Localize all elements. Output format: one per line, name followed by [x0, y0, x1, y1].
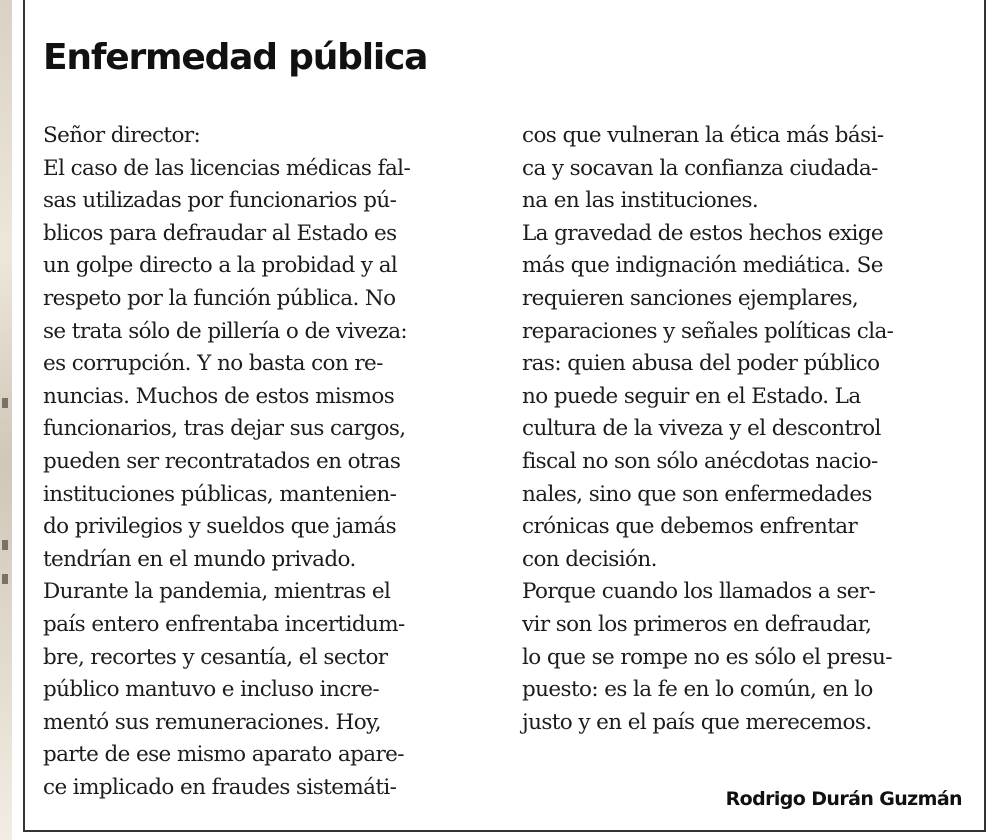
text-line: blicos para defraudar al Estado es — [43, 220, 397, 246]
strip-mark — [2, 540, 8, 550]
letter-body-column-right — [522, 120, 962, 739]
text-line: no puede seguir en el Estado. La — [522, 383, 861, 409]
text-line: nuncias. Muchos de estos mismos — [43, 383, 395, 409]
text-line: tendrían en el mundo privado. — [43, 546, 356, 572]
text-line: do privilegios y sueldos que jamás — [43, 514, 397, 540]
text-line: Durante la pandemia, mientras el — [43, 579, 391, 605]
text-line: Señor director: — [43, 123, 201, 148]
text-line: La gravedad de estos hechos exige — [522, 220, 884, 246]
strip-mark — [2, 398, 8, 408]
text-line: con decisión. — [522, 546, 657, 572]
text-line: se trata sólo de pillería o de viveza: — [43, 318, 408, 344]
strip-mark — [2, 574, 8, 584]
text-line: nales, sino que son enfermedades — [522, 481, 872, 507]
text-line: más que indignación mediática. Se — [522, 253, 883, 279]
text-line: sas utilizadas por funcionarios pú- — [43, 188, 397, 214]
text-line: es corrupción. Y no basta con re- — [43, 351, 383, 377]
text-line: fiscal no son sólo anécdotas nacio- — [522, 448, 878, 474]
text-line: requieren sanciones ejemplares, — [522, 285, 859, 311]
text-line: vir son los primeros en defraudar, — [522, 611, 872, 637]
text-line: mentó sus remuneraciones. Hoy, — [43, 709, 381, 735]
text-line: ce implicado en fraudes sistemáti- — [43, 774, 397, 800]
letter-body-column-left — [43, 120, 483, 804]
text-line: cultura de la viveza y el descontrol — [522, 416, 881, 442]
letter-signature: Rodrigo Durán Guzmán — [725, 788, 962, 810]
text-line: instituciones públicas, mantenien- — [43, 481, 397, 507]
text-line: crónicas que debemos enfrentar — [522, 514, 858, 540]
text-line: Porque cuando los llamados a ser- — [522, 579, 876, 605]
text-line: reparaciones y señales políticas cla- — [522, 318, 894, 344]
text-line: pueden ser recontratados en otras — [43, 448, 401, 474]
text-line: país entero enfrentaba incertidum- — [43, 611, 405, 637]
text-line: justo y en el país que merecemos. — [522, 709, 872, 735]
text-line: ras: quien abusa del poder público — [522, 351, 880, 377]
text-line: El caso de las licencias médicas fal- — [43, 155, 411, 181]
letter-headline: Enfermedad pública — [43, 37, 428, 78]
text-line: respeto por la función pública. No — [43, 285, 396, 311]
text-line: bre, recortes y cesantía, el sector — [43, 644, 388, 670]
text-line: parte de ese mismo aparato apare- — [43, 742, 404, 768]
text-line: ca y socavan la confianza ciudada- — [522, 155, 878, 181]
text-line: lo que se rompe no es sólo el presu- — [522, 644, 892, 670]
text-line: un golpe directo a la probidad y al — [43, 253, 398, 279]
text-line: puesto: es la fe en lo común, en lo — [522, 677, 873, 703]
text-line: público mantuvo e incluso incre- — [43, 677, 380, 703]
adjacent-page-strip — [0, 0, 12, 840]
text-line: na en las instituciones. — [522, 188, 759, 214]
text-line: cos que vulneran la ética más bási- — [522, 123, 884, 148]
text-line: funcionarios, tras dejar sus cargos, — [43, 416, 406, 442]
